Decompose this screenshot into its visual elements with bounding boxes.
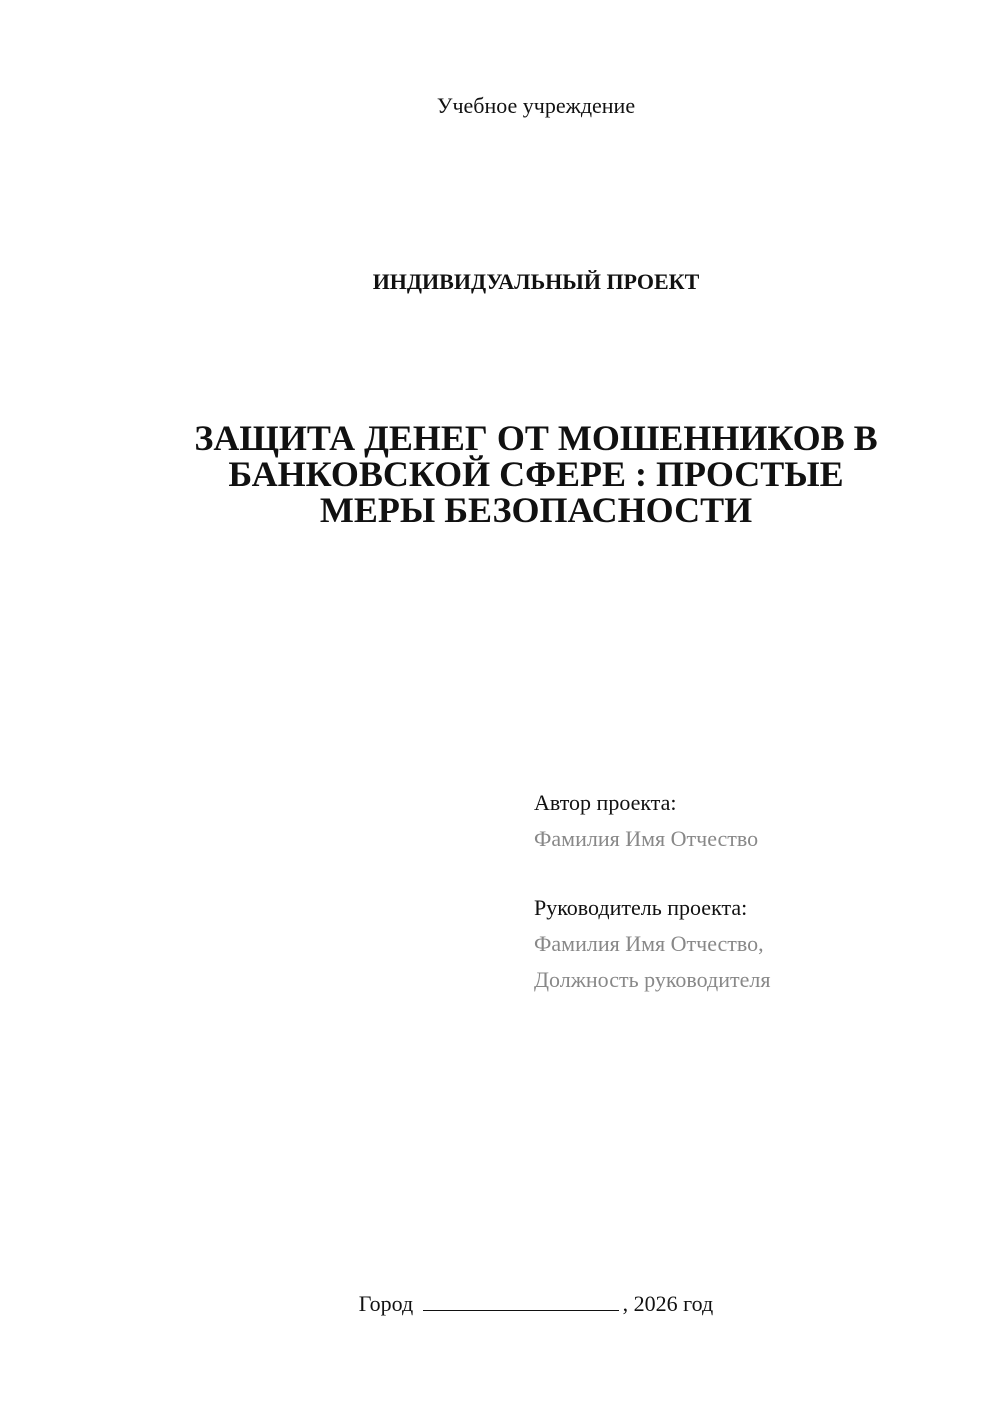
supervisor-name-placeholder: Фамилия Имя Отчество, [534, 931, 764, 956]
city-label: Город [358, 1291, 414, 1316]
supervisor-block [534, 890, 974, 998]
project-title-line-3: МЕРЫ БЕЗОПАСНОСТИ [319, 490, 753, 530]
author-block [534, 785, 974, 857]
project-title-line-2: БАНКОВСКОЙ СФЕРЕ : ПРОСТЫЕ [228, 454, 844, 494]
author-label: Автор проекта: [534, 790, 677, 815]
year-text: , 2026 год [622, 1291, 714, 1316]
project-type-heading: ИНДИВИДУАЛЬНЫЙ ПРОЕКТ [372, 269, 700, 294]
project-title [140, 420, 932, 528]
author-name-placeholder: Фамилия Имя Отчество [534, 826, 759, 851]
city-blank-line [423, 1290, 619, 1311]
footer-city-year [0, 1288, 1000, 1320]
institution-name: Учебное учреждение [436, 93, 636, 118]
project-title-line-1: ЗАЩИТА ДЕНЕГ ОТ МОШЕННИКОВ В [194, 418, 878, 458]
supervisor-label: Руководитель проекта: [534, 895, 748, 920]
supervisor-position-placeholder: Должность руководителя [534, 967, 771, 992]
